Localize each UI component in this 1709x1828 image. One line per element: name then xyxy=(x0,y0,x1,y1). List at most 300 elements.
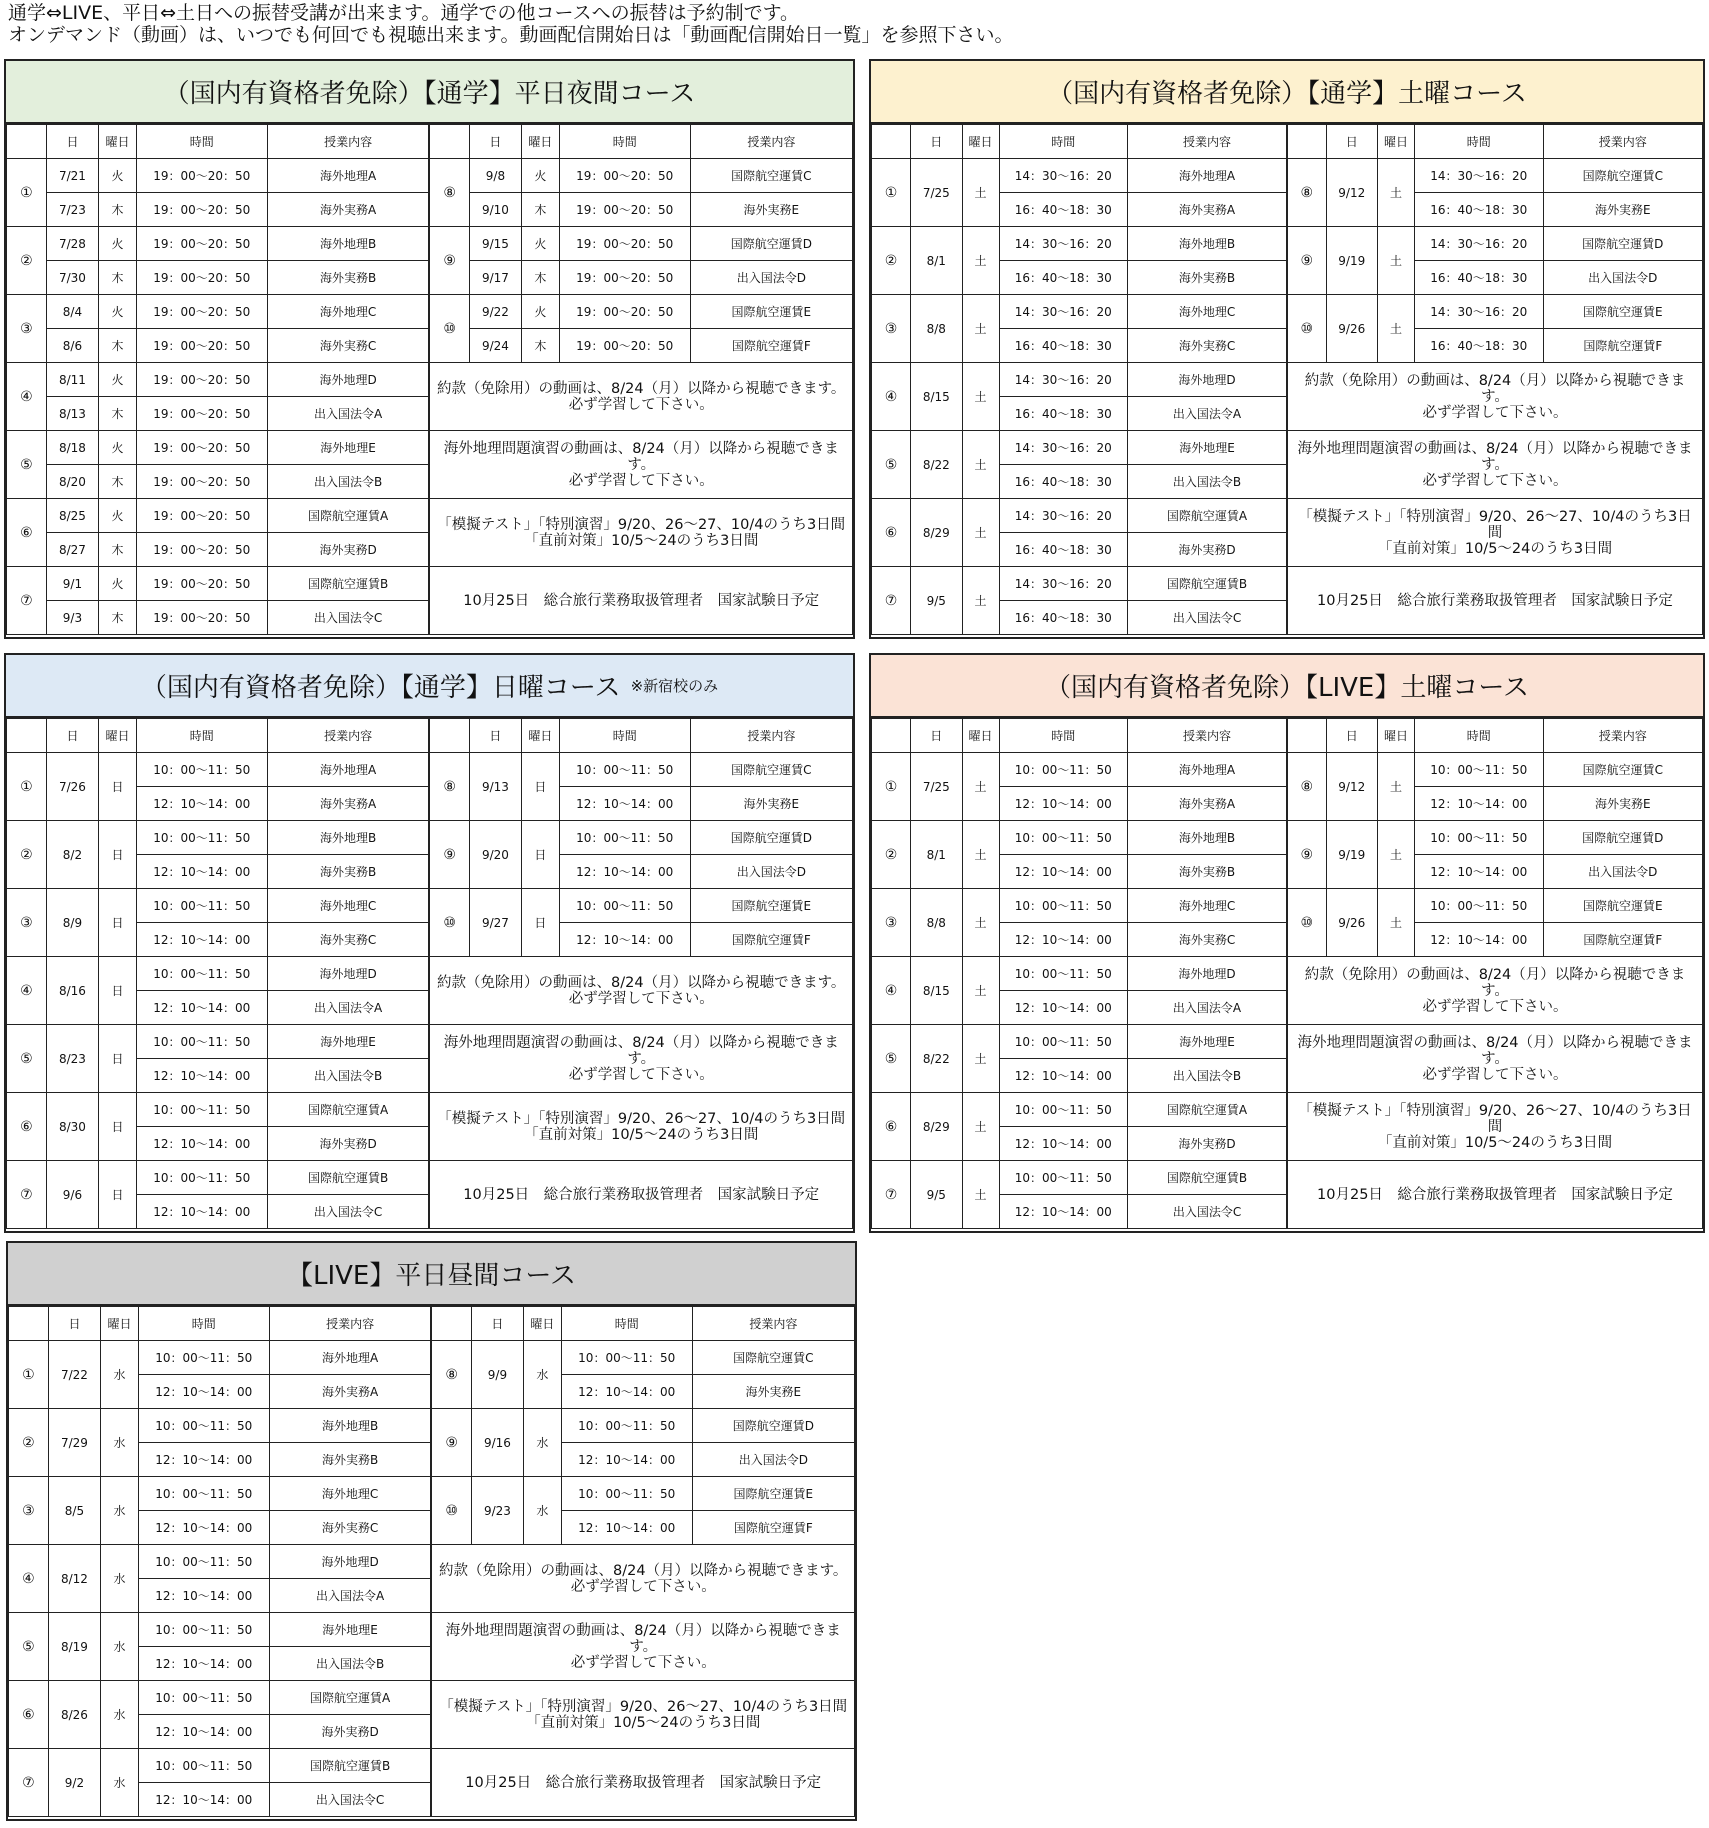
session-subject: 海外地理D xyxy=(267,957,429,991)
session-date: 8/11 xyxy=(46,363,98,397)
session-day: 土 xyxy=(1377,227,1414,295)
session-date: 9/23 xyxy=(471,1477,523,1545)
session-number: ⑥ xyxy=(872,499,911,567)
session-subject: 海外地理A xyxy=(269,1341,431,1375)
session-date: 9/27 xyxy=(469,889,521,957)
session-subject: 国際航空運賃A xyxy=(267,499,429,533)
header-row xyxy=(7,125,853,159)
header-time: 時間 xyxy=(136,719,267,753)
session-date: 8/18 xyxy=(46,431,98,465)
header-number xyxy=(429,719,469,753)
session-number: ⑦ xyxy=(7,1161,47,1229)
session-time: 12：10〜14：00 xyxy=(999,991,1128,1025)
session-subject: 海外地理C xyxy=(1128,295,1287,329)
announcement-a1 xyxy=(431,1545,854,1613)
announcement-line: 約款（免除用）の動画は、8/24（月）以降から視聴できます。 xyxy=(1304,966,1686,999)
session-subject: 海外地理B xyxy=(267,821,429,855)
session-date: 8/16 xyxy=(46,957,98,1025)
header-time: 時間 xyxy=(559,125,690,159)
table-row xyxy=(7,567,853,601)
session-day: 木 xyxy=(99,329,137,363)
course-title xyxy=(871,61,1703,124)
session-time: 10：00〜11：50 xyxy=(999,1161,1128,1195)
announcement-line: 「直前対策」10/5〜24のうち3日間 xyxy=(1377,1134,1613,1151)
session-date: 9/6 xyxy=(46,1161,98,1229)
session-subject: 海外地理E xyxy=(1128,1025,1287,1059)
session-date: 9/16 xyxy=(471,1409,523,1477)
session-subject: 国際航空運賃A xyxy=(1128,1093,1287,1127)
session-subject: 国際航空運賃E xyxy=(690,889,852,923)
session-date: 7/28 xyxy=(46,227,98,261)
course-panel-live-weekday-day xyxy=(6,1241,857,1821)
header-day: 曜日 xyxy=(522,719,560,753)
session-day: 日 xyxy=(99,1025,137,1093)
session-time: 12：10〜14：00 xyxy=(561,1375,692,1409)
session-time: 14：30〜16：20 xyxy=(999,499,1128,533)
session-day: 火 xyxy=(522,227,560,261)
session-number: ③ xyxy=(9,1477,49,1545)
session-subject: 海外地理E xyxy=(1128,431,1287,465)
table-row xyxy=(9,1477,855,1511)
session-time: 10：00〜11：50 xyxy=(136,1161,267,1195)
session-time: 10：00〜11：50 xyxy=(138,1341,269,1375)
announcement-line: 「模擬テスト」「特別演習」9/20、26〜27、10/4のうち3日間 xyxy=(1298,508,1692,541)
table-row xyxy=(7,431,853,465)
session-subject: 国際航空運賃C xyxy=(690,159,852,193)
header-time: 時間 xyxy=(559,719,690,753)
session-time: 12：10〜14：00 xyxy=(136,1127,267,1161)
session-subject: 海外実務D xyxy=(1128,533,1287,567)
table-row xyxy=(872,821,1703,855)
session-subject: 海外実務C xyxy=(269,1511,431,1545)
session-date: 8/1 xyxy=(911,821,962,889)
session-day: 水 xyxy=(101,1545,139,1613)
session-time: 14：30〜16：20 xyxy=(1414,227,1543,261)
announcement-line: 約款（免除用）の動画は、8/24（月）以降から視聴できます。 xyxy=(437,974,846,991)
announcement-line: 必ず学習して下さい。 xyxy=(570,1654,716,1671)
session-date: 9/3 xyxy=(46,601,98,635)
session-time: 10：00〜11：50 xyxy=(561,1409,692,1443)
announcement-line: 必ず学習して下さい。 xyxy=(1422,404,1568,421)
session-date: 8/15 xyxy=(911,957,962,1025)
table-row xyxy=(7,957,853,991)
session-day: 水 xyxy=(101,1477,139,1545)
table-row xyxy=(872,431,1703,465)
session-date: 7/25 xyxy=(911,159,962,227)
session-subject: 海外実務B xyxy=(269,1443,431,1477)
session-date: 9/15 xyxy=(469,227,521,261)
session-day: 土 xyxy=(962,227,999,295)
session-number: ③ xyxy=(7,295,47,363)
header-date: 日 xyxy=(469,125,521,159)
header-subject: 授業内容 xyxy=(1543,125,1702,159)
session-subject: 海外地理B xyxy=(1128,227,1287,261)
session-subject: 海外地理A xyxy=(267,159,429,193)
session-subject: 国際航空運賃E xyxy=(692,1477,854,1511)
table-row xyxy=(7,753,853,787)
announcement-a1 xyxy=(429,957,852,1025)
session-time: 12：10〜14：00 xyxy=(999,787,1128,821)
header-day: 曜日 xyxy=(962,719,999,753)
session-date: 9/2 xyxy=(48,1749,100,1817)
session-day: 水 xyxy=(101,1341,139,1409)
session-subject: 海外地理C xyxy=(269,1477,431,1511)
session-day: 土 xyxy=(962,159,999,227)
announcement-line: 「直前対策」10/5〜24のうち3日間 xyxy=(526,1714,761,1731)
session-subject: 海外地理B xyxy=(267,227,429,261)
session-day: 火 xyxy=(99,295,137,329)
table-row xyxy=(7,499,853,533)
session-subject: 出入国法令D xyxy=(690,261,852,295)
session-time: 12：10〜14：00 xyxy=(999,923,1128,957)
session-day: 木 xyxy=(99,193,137,227)
session-day: 火 xyxy=(99,567,137,601)
session-time: 12：10〜14：00 xyxy=(138,1579,269,1613)
session-subject: 出入国法令A xyxy=(267,397,429,431)
session-day: 火 xyxy=(99,431,137,465)
session-subject: 海外実務E xyxy=(1543,193,1702,227)
session-time: 16：40〜18：30 xyxy=(1414,329,1543,363)
header-time: 時間 xyxy=(999,125,1128,159)
session-time: 10：00〜11：50 xyxy=(559,821,690,855)
session-number: ⑤ xyxy=(7,1025,47,1093)
session-date: 8/1 xyxy=(911,227,962,295)
session-time: 12：10〜14：00 xyxy=(999,855,1128,889)
session-time: 14：30〜16：20 xyxy=(999,363,1128,397)
session-day: 日 xyxy=(522,889,560,957)
header-date: 日 xyxy=(469,719,521,753)
header-number xyxy=(872,719,911,753)
session-time: 10：00〜11：50 xyxy=(1414,821,1543,855)
session-number: ⑩ xyxy=(1287,889,1326,957)
session-time: 16：40〜18：30 xyxy=(999,329,1128,363)
session-time: 19：00〜20：50 xyxy=(136,465,267,499)
session-subject: 国際航空運賃D xyxy=(1543,227,1702,261)
session-subject: 国際航空運賃E xyxy=(1543,889,1702,923)
session-subject: 国際航空運賃E xyxy=(690,295,852,329)
session-day: 日 xyxy=(99,1161,137,1229)
intro-line-1: 通学⇔LIVE、平日⇔土日への振替受講が出来ます。通学での他コースへの振替は予約制です。 xyxy=(8,2,800,24)
header-subject: 授業内容 xyxy=(692,1307,854,1341)
announcement-a3 xyxy=(429,499,852,567)
session-subject: 出入国法令A xyxy=(1128,991,1287,1025)
table-row xyxy=(7,363,853,397)
session-day: 木 xyxy=(522,261,560,295)
session-subject: 国際航空運賃B xyxy=(269,1749,431,1783)
intro-line-2: オンデマンド（動画）は、いつでも何回でも視聴出来ます。動画配信開始日は「動画配信開始日一覧」を参照下さい。 xyxy=(8,24,1014,46)
session-subject: 出入国法令C xyxy=(267,601,429,635)
schedule-table xyxy=(871,124,1703,635)
session-subject: 海外実務A xyxy=(1128,787,1287,821)
session-subject: 海外地理E xyxy=(267,431,429,465)
session-day: 木 xyxy=(99,601,137,635)
header-time: 時間 xyxy=(1414,719,1543,753)
session-subject: 海外実務D xyxy=(267,1127,429,1161)
session-time: 19：00〜20：50 xyxy=(136,363,267,397)
session-subject: 海外実務A xyxy=(267,193,429,227)
session-day: 日 xyxy=(99,753,137,821)
announcement-a4 xyxy=(1287,567,1703,635)
session-number: ⑩ xyxy=(1287,295,1326,363)
session-subject: 国際航空運賃B xyxy=(1128,567,1287,601)
session-date: 8/5 xyxy=(48,1477,100,1545)
session-day: 水 xyxy=(524,1341,562,1409)
session-subject: 国際航空運賃C xyxy=(692,1341,854,1375)
session-time: 19：00〜20：50 xyxy=(559,261,690,295)
header-subject: 授業内容 xyxy=(1128,125,1287,159)
header-day: 曜日 xyxy=(1377,719,1414,753)
session-subject: 海外実務C xyxy=(267,923,429,957)
session-date: 8/12 xyxy=(48,1545,100,1613)
session-time: 19：00〜20：50 xyxy=(559,159,690,193)
table-row xyxy=(7,821,853,855)
announcement-a2 xyxy=(1287,1025,1703,1093)
session-subject: 出入国法令A xyxy=(267,991,429,1025)
session-time: 12：10〜14：00 xyxy=(999,1195,1128,1229)
announcement-line: 約款（免除用）の動画は、8/24（月）以降から視聴できます。 xyxy=(437,380,846,397)
session-subject: 出入国法令B xyxy=(1128,465,1287,499)
header-day: 曜日 xyxy=(99,719,137,753)
session-day: 土 xyxy=(962,363,999,431)
table-row xyxy=(9,1409,855,1443)
session-subject: 海外実務D xyxy=(1128,1127,1287,1161)
session-number: ③ xyxy=(872,889,911,957)
announcement-a3 xyxy=(431,1681,854,1749)
session-date: 9/9 xyxy=(471,1341,523,1409)
session-time: 12：10〜14：00 xyxy=(999,1127,1128,1161)
session-time: 10：00〜11：50 xyxy=(999,957,1128,991)
session-date: 8/20 xyxy=(46,465,98,499)
session-subject: 国際航空運賃D xyxy=(690,227,852,261)
session-time: 19：00〜20：50 xyxy=(136,499,267,533)
header-time: 時間 xyxy=(561,1307,692,1341)
session-time: 19：00〜20：50 xyxy=(559,295,690,329)
announcement-a3 xyxy=(1287,1093,1703,1161)
session-date: 9/19 xyxy=(1326,821,1377,889)
announcement-line: 10月25日 総合旅行業務取扱管理者 国家試験日予定 xyxy=(463,592,820,609)
table-row xyxy=(9,1613,855,1647)
header-number xyxy=(431,1307,471,1341)
session-date: 9/20 xyxy=(469,821,521,889)
session-date: 7/30 xyxy=(46,261,98,295)
session-number: ⑧ xyxy=(429,159,469,227)
session-time: 16：40〜18：30 xyxy=(1414,261,1543,295)
session-time: 19：00〜20：50 xyxy=(136,295,267,329)
session-date: 8/22 xyxy=(911,431,962,499)
session-subject: 出入国法令C xyxy=(1128,1195,1287,1229)
header-row xyxy=(7,719,853,753)
table-row xyxy=(872,227,1703,261)
header-date: 日 xyxy=(911,125,962,159)
session-time: 12：10〜14：00 xyxy=(1414,923,1543,957)
session-number: ⑧ xyxy=(431,1341,471,1409)
session-date: 9/1 xyxy=(46,567,98,601)
session-time: 12：10〜14：00 xyxy=(138,1715,269,1749)
schedule-table xyxy=(8,1306,855,1817)
session-time: 19：00〜20：50 xyxy=(136,159,267,193)
session-subject: 海外実務E xyxy=(1543,787,1702,821)
session-day: 土 xyxy=(962,1093,999,1161)
announcement-line: 「直前対策」10/5〜24のうち3日間 xyxy=(524,532,759,549)
header-subject: 授業内容 xyxy=(269,1307,431,1341)
session-number: ④ xyxy=(872,363,911,431)
session-time: 14：30〜16：20 xyxy=(1414,295,1543,329)
session-subject: 出入国法令D xyxy=(690,855,852,889)
session-subject: 国際航空運賃E xyxy=(1543,295,1702,329)
session-time: 12：10〜14：00 xyxy=(1414,855,1543,889)
session-time: 10：00〜11：50 xyxy=(561,1341,692,1375)
header-number xyxy=(429,125,469,159)
session-time: 12：10〜14：00 xyxy=(138,1783,269,1817)
session-time: 19：00〜20：50 xyxy=(136,193,267,227)
session-time: 14：30〜16：20 xyxy=(1414,159,1543,193)
session-subject: 海外地理D xyxy=(1128,363,1287,397)
announcement-line: 海外地理問題演習の動画は、8/24（月）以降から視聴できます。 xyxy=(1297,440,1693,473)
header-subject: 授業内容 xyxy=(1128,719,1287,753)
table-row xyxy=(7,227,853,261)
session-number: ② xyxy=(7,227,47,295)
session-time: 16：40〜18：30 xyxy=(999,397,1128,431)
session-time: 19：00〜20：50 xyxy=(136,533,267,567)
session-number: ③ xyxy=(7,889,47,957)
session-date: 9/19 xyxy=(1326,227,1377,295)
table-row xyxy=(9,1681,855,1715)
session-number: ⑧ xyxy=(1287,753,1326,821)
session-subject: 国際航空運賃A xyxy=(267,1093,429,1127)
header-subject: 授業内容 xyxy=(690,125,852,159)
session-day: 日 xyxy=(99,889,137,957)
session-subject: 国際航空運賃C xyxy=(1543,159,1702,193)
session-time: 19：00〜20：50 xyxy=(136,397,267,431)
session-time: 10：00〜11：50 xyxy=(559,889,690,923)
course-panel-weekday-night xyxy=(4,59,855,639)
session-day: 日 xyxy=(99,821,137,889)
session-number: ② xyxy=(9,1409,49,1477)
announcement-line: 約款（免除用）の動画は、8/24（月）以降から視聴できます。 xyxy=(439,1562,848,1579)
header-day: 曜日 xyxy=(101,1307,139,1341)
header-date: 日 xyxy=(1326,719,1377,753)
session-subject: 国際航空運賃F xyxy=(690,329,852,363)
session-time: 10：00〜11：50 xyxy=(138,1545,269,1579)
table-row xyxy=(872,159,1703,193)
course-title-text: （国内有資格者免除）【通学】土曜コース xyxy=(1047,79,1527,109)
session-number: ① xyxy=(7,159,47,227)
announcement-a4 xyxy=(429,1161,852,1229)
session-day: 火 xyxy=(522,295,560,329)
session-number: ⑥ xyxy=(7,1093,47,1161)
table-row xyxy=(7,159,853,193)
session-number: ① xyxy=(872,753,911,821)
session-subject: 国際航空運賃D xyxy=(690,821,852,855)
session-subject: 海外実務A xyxy=(1128,193,1287,227)
session-subject: 出入国法令D xyxy=(1543,855,1702,889)
session-subject: 国際航空運賃A xyxy=(1128,499,1287,533)
session-number: ⑥ xyxy=(7,499,47,567)
session-date: 8/6 xyxy=(46,329,98,363)
course-panel-saturday xyxy=(869,59,1705,639)
announcement-line: 約款（免除用）の動画は、8/24（月）以降から視聴できます。 xyxy=(1304,372,1686,405)
session-subject: 国際航空運賃B xyxy=(1128,1161,1287,1195)
session-time: 12：10〜14：00 xyxy=(136,1195,267,1229)
header-subject: 授業内容 xyxy=(1543,719,1702,753)
session-subject: 海外実務C xyxy=(267,329,429,363)
session-time: 12：10〜14：00 xyxy=(136,923,267,957)
announcement-a1 xyxy=(1287,957,1703,1025)
announcement-a4 xyxy=(1287,1161,1703,1229)
session-date: 8/25 xyxy=(46,499,98,533)
header-subject: 授業内容 xyxy=(267,125,429,159)
session-date: 8/27 xyxy=(46,533,98,567)
session-date: 7/25 xyxy=(911,753,962,821)
session-number: ⑤ xyxy=(872,431,911,499)
session-time: 12：10〜14：00 xyxy=(1414,787,1543,821)
session-subject: 国際航空運賃C xyxy=(690,753,852,787)
session-time: 14：30〜16：20 xyxy=(999,567,1128,601)
session-time: 12：10〜14：00 xyxy=(559,787,690,821)
course-panel-sunday xyxy=(4,653,855,1233)
course-title-text: （国内有資格者免除）【通学】日曜コース xyxy=(140,673,621,703)
session-time: 10：00〜11：50 xyxy=(1414,889,1543,923)
session-date: 9/24 xyxy=(469,329,521,363)
session-subject: 海外地理C xyxy=(267,295,429,329)
session-date: 8/23 xyxy=(46,1025,98,1093)
session-day: 土 xyxy=(1377,753,1414,821)
session-day: 土 xyxy=(962,431,999,499)
session-day: 水 xyxy=(101,1409,139,1477)
announcement-line: 必ず学習して下さい。 xyxy=(570,1578,716,1595)
session-time: 12：10〜14：00 xyxy=(136,787,267,821)
session-day: 水 xyxy=(101,1681,139,1749)
header-number xyxy=(7,125,47,159)
table-row xyxy=(7,1025,853,1059)
header-number xyxy=(7,719,47,753)
session-time: 19：00〜20：50 xyxy=(136,601,267,635)
session-subject: 海外実務E xyxy=(690,193,852,227)
session-day: 木 xyxy=(99,261,137,295)
session-subject: 出入国法令A xyxy=(1128,397,1287,431)
announcement-line: 必ず学習して下さい。 xyxy=(1422,1066,1568,1083)
session-subject: 海外地理A xyxy=(1128,159,1287,193)
session-day: 土 xyxy=(962,889,999,957)
header-date: 日 xyxy=(46,125,98,159)
session-number: ⑦ xyxy=(872,1161,911,1229)
schedule-table xyxy=(6,718,853,1229)
session-number: ③ xyxy=(872,295,911,363)
session-number: ⑤ xyxy=(9,1613,49,1681)
session-day: 火 xyxy=(99,159,137,193)
session-time: 19：00〜20：50 xyxy=(136,329,267,363)
session-number: ⑥ xyxy=(9,1681,49,1749)
announcement-line: 海外地理問題演習の動画は、8/24（月）以降から視聴できます。 xyxy=(443,440,839,473)
session-time: 10：00〜11：50 xyxy=(136,1093,267,1127)
announcement-line: 「直前対策」10/5〜24のうち3日間 xyxy=(1377,540,1613,557)
session-day: 土 xyxy=(962,821,999,889)
session-day: 土 xyxy=(1377,295,1414,363)
announcement-line: 必ず学習して下さい。 xyxy=(1422,998,1568,1015)
header-number xyxy=(1287,719,1326,753)
table-row xyxy=(872,363,1703,397)
session-day: 土 xyxy=(962,567,999,635)
session-subject: 海外実務D xyxy=(269,1715,431,1749)
session-time: 16：40〜18：30 xyxy=(999,601,1128,635)
session-day: 水 xyxy=(524,1477,562,1545)
session-time: 14：30〜16：20 xyxy=(999,227,1128,261)
session-number: ① xyxy=(7,753,47,821)
session-date: 7/26 xyxy=(46,753,98,821)
announcement-line: 10月25日 総合旅行業務取扱管理者 国家試験日予定 xyxy=(1317,592,1673,609)
session-subject: 出入国法令B xyxy=(269,1647,431,1681)
session-day: 木 xyxy=(522,329,560,363)
